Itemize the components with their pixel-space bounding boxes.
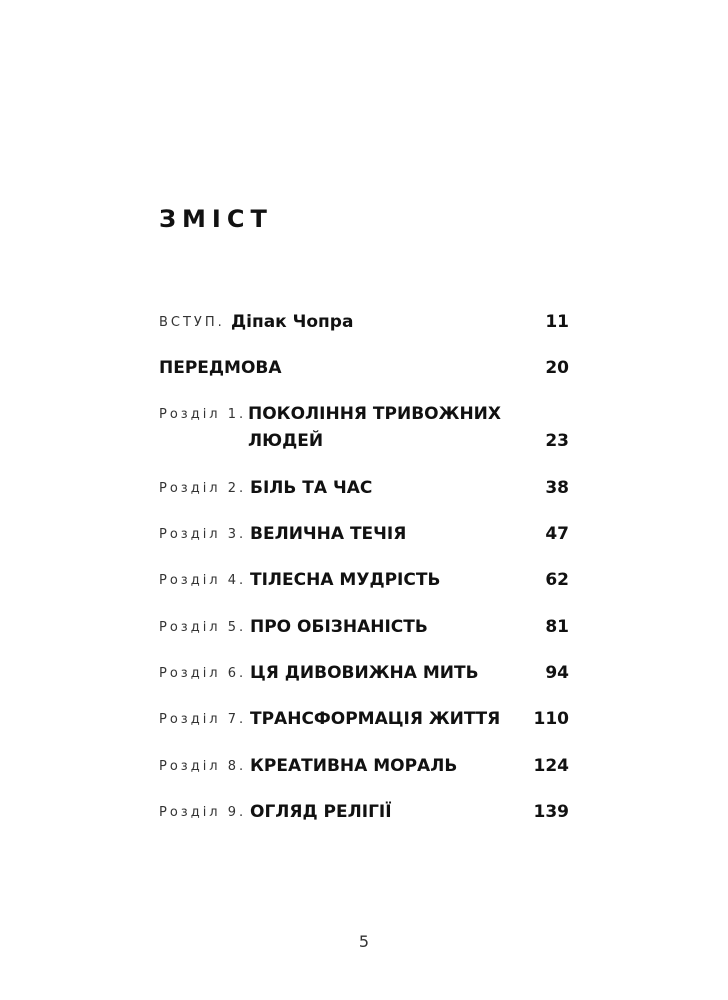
toc-entry-title: ЦЯ ДИВОВИЖНА МИТЬ: [250, 663, 479, 683]
toc-entry-title: ПРО ОБІЗНАНІСТЬ: [250, 617, 428, 637]
toc-entry-page: 139: [533, 802, 569, 822]
toc-entry-label: Розділ 4.: [159, 573, 247, 588]
toc-entry-page: 20: [545, 358, 569, 378]
toc-entry-label: ВСТУП.: [159, 315, 225, 330]
toc-entry-title-line-1: ПОКОЛІННЯ ТРИВОЖНИХ: [248, 404, 501, 424]
toc-entry-label: Розділ 1.: [159, 407, 247, 422]
toc-entry-page: 124: [533, 756, 569, 776]
toc-entry-page: 94: [545, 663, 569, 683]
page-number: 5: [358, 932, 370, 951]
toc-entry-label: Розділ 3.: [159, 527, 247, 542]
toc-entry-page: 47: [545, 524, 569, 544]
toc-entry-title: ТІЛЕСНА МУДРІСТЬ: [250, 570, 441, 590]
toc-entry-label: Розділ 7.: [159, 712, 247, 727]
toc-entry-page: 38: [545, 478, 569, 498]
toc-entry-title-line-2: ЛЮДЕЙ: [248, 431, 324, 451]
toc-entry-label: Розділ 8.: [159, 759, 247, 774]
toc-entry-title: ОГЛЯД РЕЛІГІЇ: [250, 802, 392, 822]
toc-entry-label: Розділ 6.: [159, 666, 247, 681]
toc-entry-label: Розділ 9.: [159, 805, 247, 820]
toc-entry-title: ВЕЛИЧНА ТЕЧІЯ: [250, 524, 407, 544]
toc-heading: ЗМІСТ: [159, 205, 273, 233]
toc-entry-label: Розділ 2.: [159, 481, 247, 496]
toc-entry-label: Розділ 5.: [159, 620, 247, 635]
toc-entry-page: 62: [545, 570, 569, 590]
toc-entry-title: БІЛЬ ТА ЧАС: [250, 478, 373, 498]
toc-entry-page: 81: [545, 617, 569, 637]
toc-entry-title: КРЕАТИВНА МОРАЛЬ: [250, 756, 458, 776]
toc-entry-title: ПЕРЕДМОВА: [159, 358, 282, 378]
toc-entry-page: 110: [533, 709, 569, 729]
toc-entry-title: ТРАНСФОРМАЦІЯ ЖИТТЯ: [250, 709, 501, 729]
toc-entry-page: 23: [545, 431, 569, 451]
toc-entry-page: 11: [545, 312, 569, 332]
toc-entry-title: Діпак Чопра: [231, 312, 354, 332]
